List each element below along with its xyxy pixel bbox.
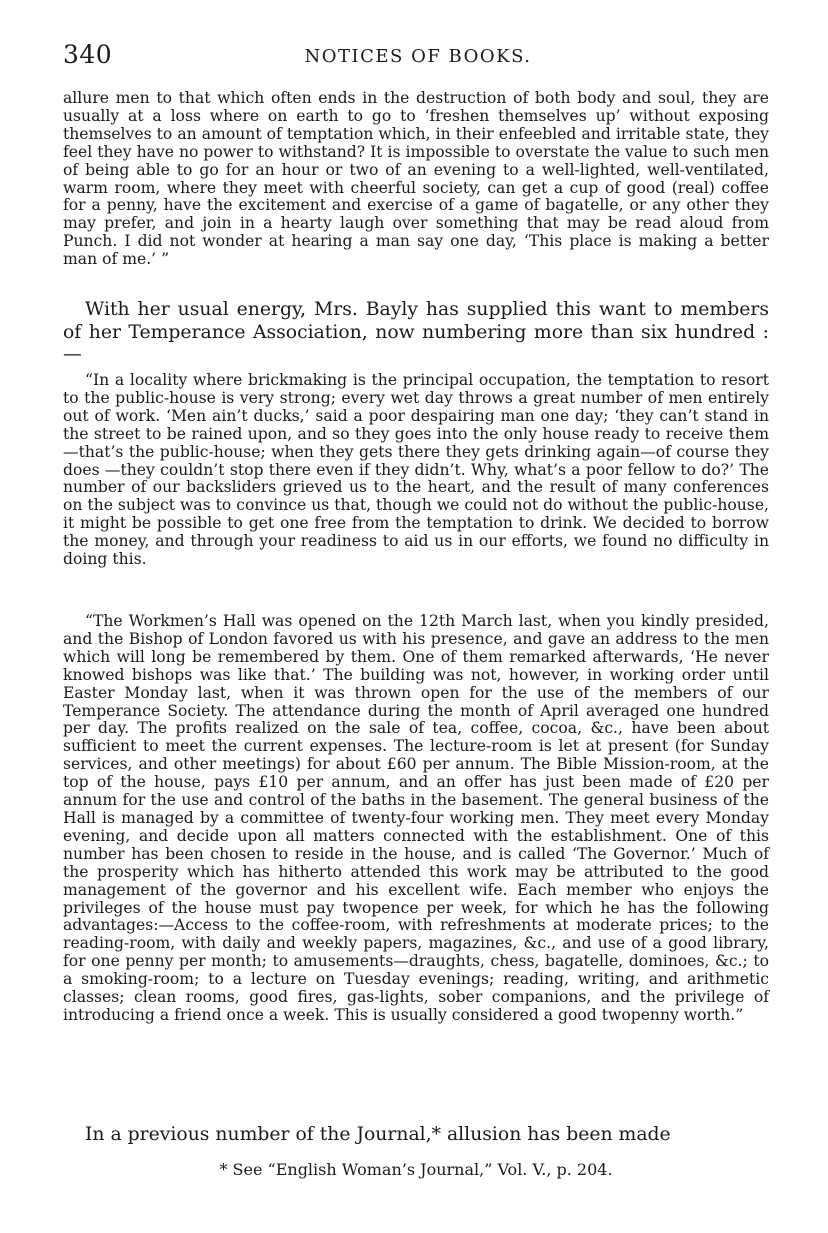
footnote: * See “English Woman’s Journal,” Vol. V., p. 204. — [219, 1160, 613, 1179]
page-number: 340 — [63, 40, 113, 69]
quote-paragraph: “The Workmen’s Hall was opened on the 12th March last, when you kindly presided, and the Bishop of London favored us with his presence, and gave an address to the men which will long be remembered by them. One of them remarked afterwards, ‘He never knowed bishops was like that.’ The building was not, however, in working order until Easter Monday last, when it was thrown open for the use of the members of our Temperance Society. The attendance during the month of April averaged one hundred per day. The profits realized on the sale of tea, coffee, cocoa, &c., have been about sufficient to meet the current expenses. The lecture-room is let at present (for Sunday services, and other meetings) for about £60 per annum. The Bible Mission-room, at the top of the house, pays £10 per annum, and an offer has just been made of £20 per annum for the use and control of the baths in the basement. The general business of the Hall is managed by a committee of twenty-four working men. They meet every Monday evening, and decide upon all matters connected with the establishment. One of this number has been chosen to reside in the house, and is called ‘The Governor.’ Much of the prosperity which has hitherto attended this work may be attributed to the good management of the governor and his excellent wife. Each member who enjoys the privileges of the house must pay twopence per week, for which he has the following advantages:—Access to the coffee-room, with refreshments at moderate prices; to the reading-room, with daily and weekly papers, magazines, &c., and use of a good library, for one penny per month; to amusements—draughts, chess, bagatelle, dominoes, &c.; to a smoking-room; to a lecture on Tuesday evenings; reading, writing, and arithmetic classes; clean rooms, good fires, gas-lights, sober companions, and the privilege of introducing a friend once a week. This is usually considered a good twopenny worth.” — [63, 612, 769, 1024]
running-title: NOTICES OF BOOKS. — [304, 46, 532, 67]
continued-quote-paragraph: allure men to that which often ends in the destruction of both body and soul, they are usually at a loss where on earth to go to ‘freshen themselves up’ without exposing themselves to an amount of temptation which, in their enfeebled and irritable state, they feel they have no power to withstand? It is impossible to overstate the value to such men of being able to go for an hour or two of an evening to a well-lighted, well-ventilated, warm room, where they meet with cheerful society, can get a cup of good (real) coffee for a penny, have the excitement and exercise of a game of bagatelle, or any other they may prefer, and join in a hearty laugh over something that may be read aloud from Punch. I did not wonder at hearing a man say one day, ‘This place is making a better man of me.’ ” — [63, 89, 769, 269]
body-paragraph: With her usual energy, Mrs. Bayly has supplied this want to members of her Temperance Association, now numbering more than six hundred :— — [63, 299, 769, 365]
quote-paragraph: “In a locality where brickmaking is the principal occupation, the temptation to resort to the public-house is very strong; every wet day throws a great number of men entirely out of work. ‘Men ain’t ducks,’ said a poor despairing man one day; ‘they can’t stand in the street to be rained upon, and so they goes into the only house ready to receive them—that’s the public-house; when they gets there they gets drinking again—of course they does —they couldn’t stop there even if they didn’t. Why, what’s a poor fellow to do?’ The number of our backsliders grieved us to the heart, and the result of many conferences on the subject was to convince us that, though we could not do without the public-house, it might be possible to get one free from the temptation to drink. We decided to borrow the money, and through your readiness to aid us in our efforts, we found no difficulty in doing this. — [63, 371, 769, 569]
page-header — [63, 40, 773, 76]
body-paragraph: In a previous number of the Journal,* allusion has been made — [85, 1124, 671, 1145]
